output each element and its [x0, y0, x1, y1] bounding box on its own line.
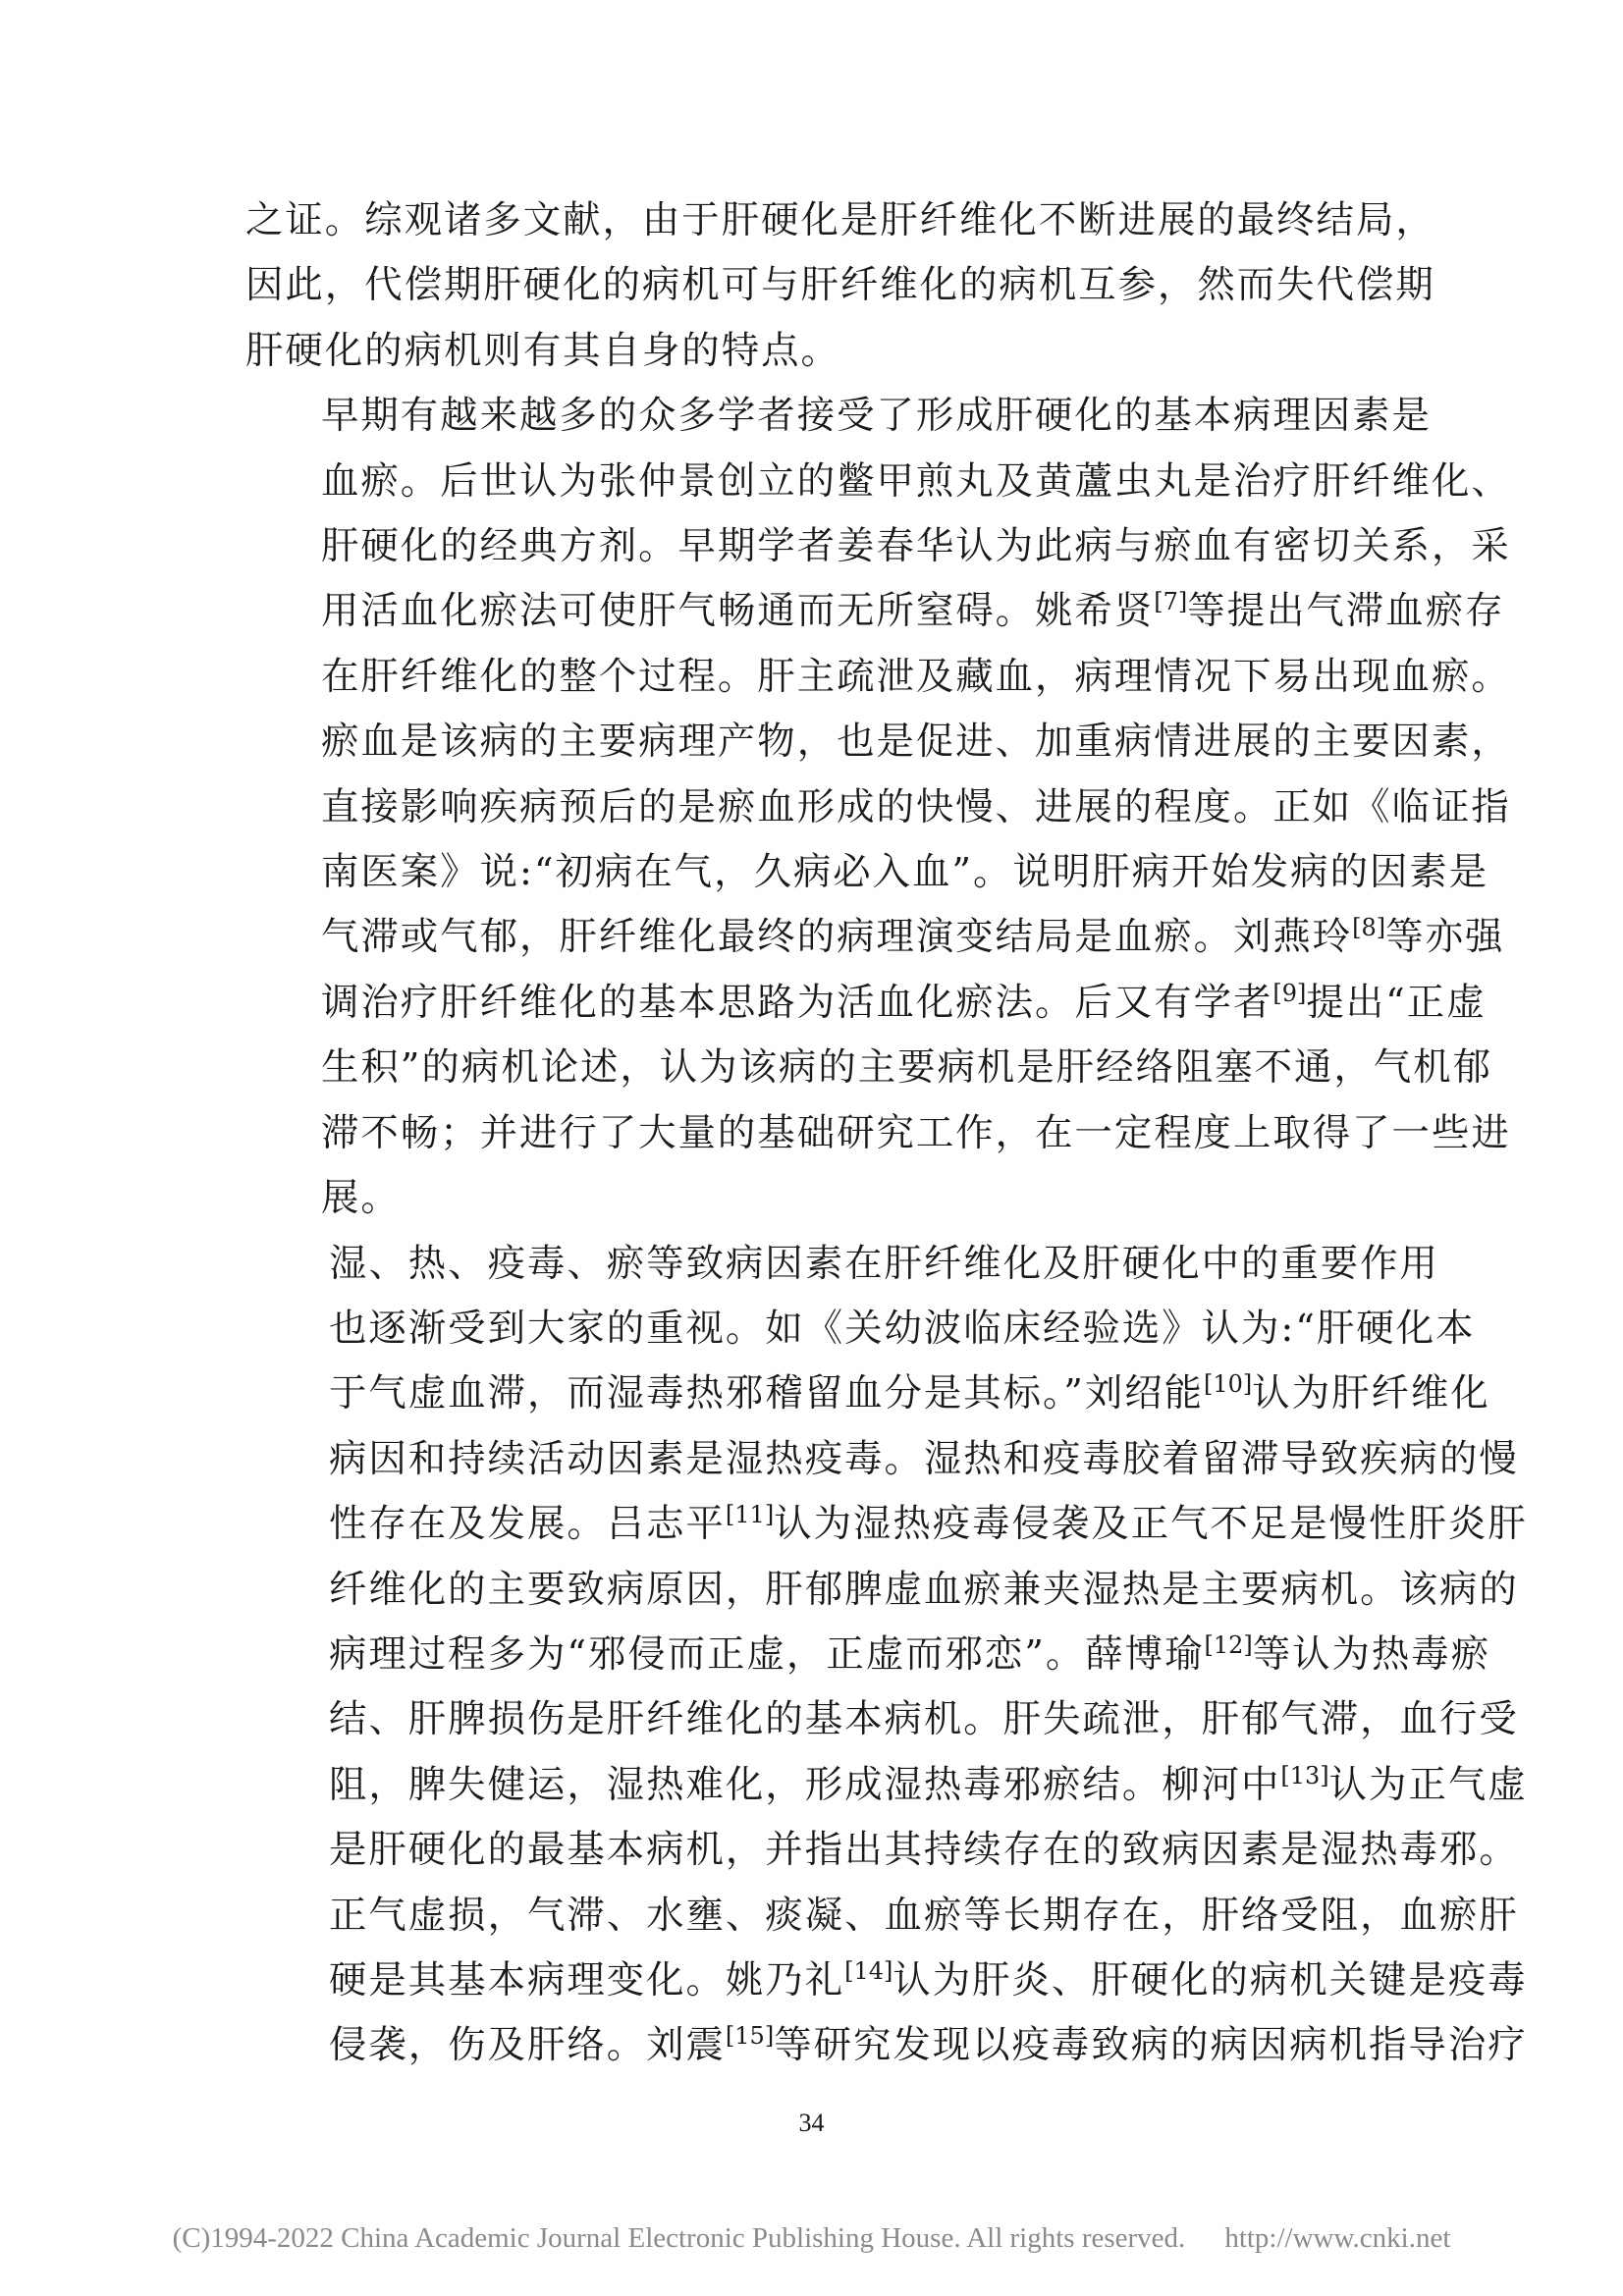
copyright-footer [0, 2222, 1623, 2255]
text-line: 血瘀。后世认为张仲景创立的鳖甲煎丸及黄蘆虫丸是治疗肝纤维化、 [321, 458, 1511, 504]
citation-ref: [13] [1280, 1761, 1329, 1789]
citation-ref: [15] [725, 2022, 775, 2051]
text-line: 正气虚损，气滞、水壅、痰凝、血瘀等长期存在，肝络受阻，血瘀肝 [329, 1893, 1519, 1938]
text-line: 湿、热、疫毒、瘀等致病因素在肝纤维化及肝硬化中的重要作用 [329, 1241, 1439, 1286]
paragraph [245, 1232, 1528, 2079]
text-line: 气滞或气郁，肝纤维化最终的病理演变结局是血瘀。刘燕玲[8]等亦强 [321, 914, 1505, 960]
text-line: 瘀血是该病的主要病理产物，也是促进、加重病情进展的主要因素， [321, 720, 1511, 765]
citation-ref: [12] [1204, 1630, 1253, 1659]
paragraph [245, 188, 1435, 384]
text-line: 是肝硬化的最基本病机，并指出其持续存在的致病因素是湿热毒邪。 [329, 1828, 1519, 1873]
text-line: 生积”的病机论述，认为该病的主要病机是肝经络阻塞不通，气机郁 [321, 1045, 1492, 1091]
citation-ref: [10] [1204, 1370, 1253, 1399]
text-line: 病理过程多为“邪侵而正虚，正虚而邪恋”。薛博瑜[12]等认为热毒瘀 [329, 1630, 1491, 1677]
text-line: 直接影响疾病预后的是瘀血形成的快慢、进展的程度。正如《临证指 [321, 784, 1511, 829]
text-line: 性存在及发展。吕志平[11]认为湿热疫毒侵袭及正气不足是慢性肝炎肝 [329, 1501, 1528, 1547]
text-line: 肝硬化的经典方剂。早期学者姜春华认为此病与瘀血有密切关系，采 [321, 524, 1511, 569]
citation-ref: [14] [844, 1956, 893, 1985]
citation-ref: [7] [1154, 588, 1188, 616]
text-line: 阻，脾失健运，湿热难化，形成湿热毒邪瘀结。柳河中[13]认为正气虚 [329, 1761, 1528, 1807]
citation-ref: [11] [725, 1501, 775, 1529]
text-line: 调治疗肝纤维化的基本思路为活血化瘀法。后又有学者[9]提出“正虚 [321, 979, 1487, 1025]
citation-ref: [9] [1272, 979, 1307, 1007]
text-line: 也逐渐受到大家的重视。如《关幼波临床经验选》认为:“肝硬化本 [329, 1306, 1476, 1351]
text-line: 纤维化的主要致病原因，肝郁脾虚血瘀兼夹湿热是主要病机。该病的 [329, 1567, 1519, 1612]
paragraph [245, 384, 1511, 1231]
page-number: 34 [798, 2109, 825, 2137]
text-line: 因此，代偿期肝硬化的病机可与肝纤维化的病机互参，然而失代偿期 [245, 263, 1435, 308]
text-line: 病因和持续活动因素是湿热疫毒。湿热和疫毒胶着留滞导致疾病的慢 [329, 1436, 1519, 1481]
text-line: 侵袭，伤及肝络。刘震[15]等研究发现以疫毒致病的病因病机指导治疗 [329, 2022, 1528, 2068]
text-line: 用活血化瘀法可使肝气畅通而无所窒碍。姚希贤[7]等提出气滞血瘀存 [321, 588, 1505, 634]
copyright-text: (C)1994-2022 China Academic Journal Electronic Publishing House. All rights reserved. [172, 2222, 1186, 2254]
text-line: 在肝纤维化的整个过程。肝主疏泄及藏血，病理情况下易出现血瘀。 [321, 654, 1511, 699]
text-line: 之证。综观诸多文献，由于肝硬化是肝纤维化不断进展的最终结局， [245, 198, 1435, 242]
text-line: 肝硬化的病机则有其自身的特点。 [245, 328, 840, 373]
text-line: 结、肝脾损伤是肝纤维化的基本病机。肝失疏泄，肝郁气滞，血行受 [329, 1697, 1519, 1742]
text-line: 于气虚血滞，而湿毒热邪稽留血分是其标。”刘绍能[10]认为肝纤维化 [329, 1370, 1490, 1416]
main-text [245, 188, 1528, 2079]
text-line: 硬是其基本病理变化。姚乃礼[14]认为肝炎、肝硬化的病机关键是疫毒 [329, 1956, 1528, 2002]
citation-ref: [8] [1352, 914, 1386, 942]
text-line: 滞不畅；并进行了大量的基础研究工作，在一定程度上取得了一些进 [321, 1110, 1511, 1155]
text-line: 早期有越来越多的众多学者接受了形成肝硬化的基本病理因素是 [321, 394, 1432, 439]
text-line: 展。 [321, 1176, 401, 1221]
text-line: 南医案》说:“初病在气，久病必入血”。说明肝病开始发病的因素是 [321, 850, 1489, 895]
footer-url: http://www.cnki.net [1224, 2222, 1451, 2254]
